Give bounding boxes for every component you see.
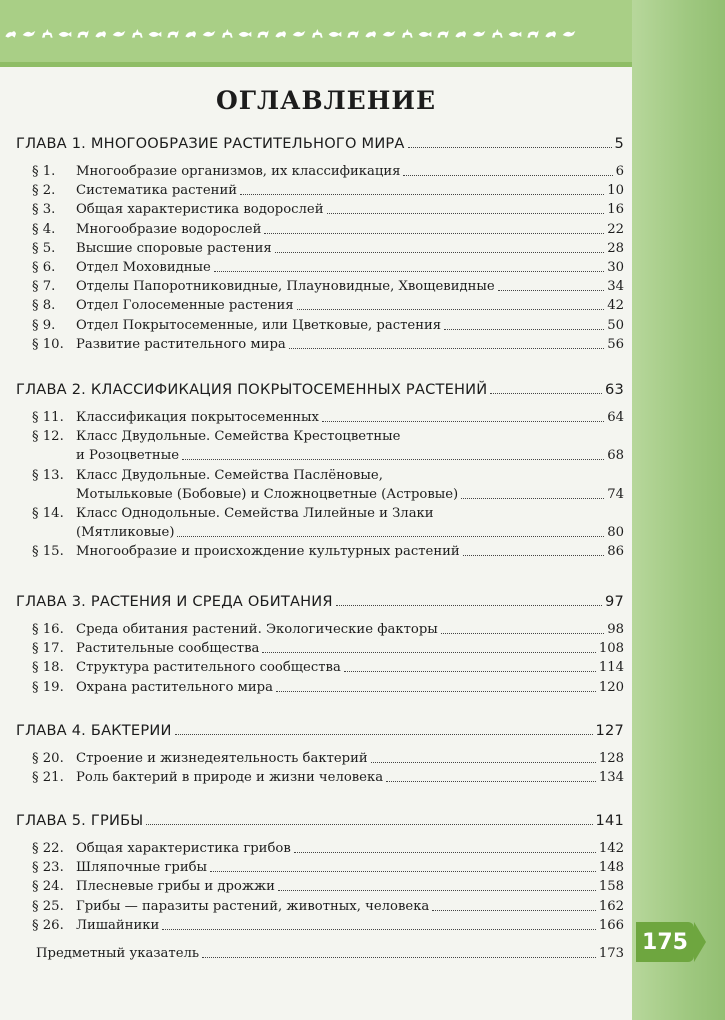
section-entry-continuation[interactable] <box>76 486 624 503</box>
section-title: Высшие споровые растения <box>76 240 272 256</box>
page-number: 120 <box>598 679 624 695</box>
section-entry[interactable] <box>32 317 624 334</box>
frog-icon <box>526 24 540 42</box>
section-number: § 4. <box>32 221 56 237</box>
section-title: Многообразие организмов, их классификация <box>76 164 401 179</box>
section-entry[interactable] <box>32 878 624 895</box>
page-number: 30 <box>607 260 624 275</box>
leader-dots <box>461 497 604 499</box>
page-number: 10 <box>607 183 624 199</box>
section-number: § 14. <box>32 506 64 521</box>
leader-dots <box>182 458 604 460</box>
fish-icon <box>58 24 72 42</box>
section-number: § 10. <box>32 336 64 352</box>
section-title: Плесневые грибы и дрожжи <box>76 879 275 895</box>
page-number: 6 <box>615 164 624 179</box>
chapter-heading[interactable] <box>16 722 624 739</box>
page-number: 127 <box>595 722 624 739</box>
bird-icon <box>382 24 396 42</box>
page-number: 142 <box>598 841 624 856</box>
page-number: 128 <box>598 751 624 766</box>
bird-icon <box>508 24 522 42</box>
section-number: § 17. <box>32 641 64 657</box>
page-number: 173 <box>598 946 624 961</box>
page-number: 162 <box>598 898 624 914</box>
section-entry-continuation[interactable] <box>76 524 624 541</box>
bird-icon <box>94 24 108 42</box>
section-title: (Мятликовые) <box>76 525 175 541</box>
page-number: 97 <box>605 593 624 610</box>
chapter-heading[interactable] <box>16 135 624 152</box>
bird-icon <box>292 24 306 42</box>
section-number: § 6. <box>32 260 56 275</box>
chapter-title: ГЛАВА 3. РАСТЕНИЯ И СРЕДА ОБИТАНИЯ <box>16 593 333 610</box>
leader-dots <box>322 420 604 422</box>
horse-icon <box>76 24 90 42</box>
page-number: 114 <box>598 660 624 676</box>
cat-icon <box>130 24 144 42</box>
page-number: 34 <box>607 279 624 295</box>
section-entry-continuation[interactable] <box>76 447 624 464</box>
section-title: Отдел Покрытосеменные, или Цветковые, растения <box>76 317 442 333</box>
insect-icon <box>418 24 432 42</box>
section-entry[interactable] <box>32 769 624 786</box>
page-number: 108 <box>598 641 624 657</box>
page-number: 141 <box>595 812 624 829</box>
leader-dots <box>498 289 605 291</box>
dog-icon <box>166 24 180 42</box>
section-title: Класс Двудольные. Семейства Крестоцветные <box>76 429 401 445</box>
section-entry[interactable] <box>32 240 624 257</box>
section-title: Роль бактерий в природе и жизни человека <box>76 770 384 786</box>
leader-dots <box>432 909 596 911</box>
section-entry[interactable] <box>32 163 624 180</box>
section-title: Шляпочные грибы <box>76 860 208 876</box>
index-title: Предметный указатель <box>36 946 200 961</box>
section-entry[interactable] <box>32 898 624 915</box>
leader-dots <box>210 870 596 872</box>
leader-dots <box>297 308 605 310</box>
section-entry[interactable] <box>32 679 624 696</box>
section-title: Отдел Моховидные <box>76 260 211 275</box>
leader-dots <box>344 670 596 672</box>
leader-dots <box>162 928 596 930</box>
section-number: § 26. <box>32 917 64 933</box>
leader-dots <box>294 851 596 853</box>
snake-icon <box>274 24 288 42</box>
animal-silhouettes-strip <box>4 24 584 46</box>
section-title: Отделы Папоротниковидные, Плауновидные, Хвощевидные <box>76 279 495 295</box>
leader-dots <box>289 347 604 349</box>
bird-icon <box>472 24 486 42</box>
leader-dots <box>463 554 605 556</box>
page-number: 63 <box>605 381 624 398</box>
section-number: § 9. <box>32 317 56 333</box>
section-entry[interactable] <box>32 428 400 445</box>
page-number: 50 <box>607 317 624 333</box>
section-number: § 15. <box>32 544 64 560</box>
section-number: § 8. <box>32 298 56 314</box>
section-number: § 2. <box>32 183 56 199</box>
leader-dots <box>336 604 602 606</box>
section-entry[interactable] <box>32 859 624 876</box>
fish-icon <box>256 24 270 42</box>
section-title: Мотыльковые (Бобовые) и Сложноцветные (Астровые) <box>76 486 459 502</box>
section-title: Растительные сообщества <box>76 641 260 657</box>
section-title: Классификация покрытосеменных <box>76 410 319 425</box>
section-title: Систематика растений <box>76 183 238 199</box>
section-entry[interactable] <box>32 621 624 638</box>
section-number: § 25. <box>32 898 64 914</box>
page-title: ОГЛАВЛЕНИЕ <box>215 86 437 115</box>
bird-icon <box>22 24 36 42</box>
cow-icon <box>310 24 324 42</box>
section-title: Класс Двудольные. Семейства Паслёновые, <box>76 467 383 483</box>
chapter-title: ГЛАВА 5. ГРИБЫ <box>16 812 144 829</box>
butterfly-icon <box>328 24 342 42</box>
section-number: § 7. <box>32 279 56 295</box>
page-number: 64 <box>607 410 624 425</box>
leader-dots <box>202 956 596 958</box>
page-number: 5 <box>614 135 624 152</box>
section-title: Лишайники <box>76 917 160 933</box>
section-entry[interactable] <box>32 750 624 767</box>
page-number: 22 <box>607 221 624 237</box>
section-title: Структура растительного сообщества <box>76 660 341 676</box>
bird-icon <box>544 24 558 42</box>
deer-icon <box>220 24 234 42</box>
deer-icon <box>40 24 54 42</box>
right-margin-band <box>632 0 725 1020</box>
leader-dots <box>278 889 596 891</box>
frog-icon <box>4 24 18 42</box>
bird-icon <box>346 24 360 42</box>
section-number: § 22. <box>32 841 64 856</box>
leader-dots <box>408 146 612 148</box>
section-number: § 5. <box>32 240 56 256</box>
leader-dots <box>214 270 604 272</box>
page-number: 28 <box>607 240 624 256</box>
section-title: Многообразие водорослей <box>76 221 262 237</box>
section-title: Общая характеристика водорослей <box>76 202 324 218</box>
leader-dots <box>490 392 602 394</box>
page-number: 56 <box>607 336 624 352</box>
section-entry[interactable] <box>32 840 624 857</box>
leader-dots <box>240 193 604 195</box>
bird-icon <box>148 24 162 42</box>
page-number: 80 <box>607 525 624 541</box>
section-title: Отдел Голосеменные растения <box>76 298 294 314</box>
section-title: Среда обитания растений. Экологические факторы <box>76 622 438 637</box>
section-entry[interactable] <box>32 640 624 657</box>
bird-icon <box>238 24 252 42</box>
section-entry[interactable] <box>32 278 624 295</box>
bird-icon <box>202 24 216 42</box>
section-number: § 24. <box>32 879 64 895</box>
page-number-tab: 175 <box>636 922 694 962</box>
lizard-icon <box>112 24 126 42</box>
section-number: § 13. <box>32 467 64 483</box>
section-number: § 12. <box>32 429 64 445</box>
chapter-heading[interactable] <box>16 812 624 829</box>
page-number: 74 <box>607 486 624 502</box>
leader-dots <box>275 251 604 253</box>
section-number: § 20. <box>32 751 64 766</box>
section-entry[interactable] <box>32 467 383 484</box>
page-number: 98 <box>607 622 624 637</box>
page-number: 42 <box>607 298 624 314</box>
section-number: § 3. <box>32 202 56 218</box>
section-number: § 11. <box>32 410 64 425</box>
leader-dots <box>441 632 604 634</box>
page-number: 134 <box>598 770 624 786</box>
section-number: § 16. <box>32 622 64 637</box>
header-stripe <box>0 62 632 67</box>
section-entry[interactable] <box>32 917 624 934</box>
leader-dots <box>444 328 604 330</box>
page-number: 16 <box>607 202 624 218</box>
chapter-title: ГЛАВА 2. КЛАССИФИКАЦИЯ ПОКРЫТОСЕМЕННЫХ РАСТЕНИЙ <box>16 381 488 398</box>
leader-dots <box>175 733 593 735</box>
section-number: § 21. <box>32 770 64 786</box>
section-title: Класс Однодольные. Семейства Лилейные и Злаки <box>76 506 434 521</box>
horse-icon <box>364 24 378 42</box>
section-entry[interactable] <box>32 259 624 276</box>
leader-dots <box>386 780 596 782</box>
section-entry[interactable] <box>32 297 624 314</box>
section-entry[interactable] <box>32 221 624 238</box>
lizard-icon <box>454 24 468 42</box>
section-entry[interactable] <box>32 201 624 218</box>
section-number: § 23. <box>32 860 64 876</box>
section-entry[interactable] <box>32 543 624 560</box>
leader-dots <box>146 823 592 825</box>
chapter-title: ГЛАВА 4. БАКТЕРИИ <box>16 722 172 739</box>
bird-icon <box>436 24 450 42</box>
turtle-icon <box>184 24 198 42</box>
section-entry[interactable] <box>32 409 624 426</box>
index-entry[interactable] <box>36 945 624 962</box>
page-number: 148 <box>598 860 624 876</box>
leader-dots <box>264 232 604 234</box>
section-title: Охрана растительного мира <box>76 679 273 695</box>
section-title: Грибы — паразиты растений, животных, человека <box>76 898 430 914</box>
section-entry[interactable] <box>32 659 624 676</box>
page-number: 158 <box>598 879 624 895</box>
leader-dots <box>262 651 595 653</box>
section-number: § 18. <box>32 660 64 676</box>
leader-dots <box>327 212 605 214</box>
chapter-heading[interactable] <box>16 381 624 398</box>
chapter-heading[interactable] <box>16 593 624 610</box>
deer-icon <box>562 24 576 42</box>
section-title: и Розоцветные <box>76 448 180 464</box>
leader-dots <box>276 690 596 692</box>
section-title: Развитие растительного мира <box>76 336 286 352</box>
leader-dots <box>403 174 612 176</box>
section-title: Строение и жизнедеятельность бактерий <box>76 751 368 766</box>
section-title: Общая характеристика грибов <box>76 841 291 856</box>
chapter-title: ГЛАВА 1. МНОГООБРАЗИЕ РАСТИТЕЛЬНОГО МИРА <box>16 135 405 152</box>
page-number: 166 <box>598 917 624 933</box>
cat-icon <box>490 24 504 42</box>
page-number: 68 <box>607 448 624 464</box>
leader-dots <box>177 535 604 537</box>
section-number: § 1. <box>32 164 56 179</box>
section-entry[interactable] <box>32 182 624 199</box>
section-title: Многообразие и происхождение культурных растений <box>76 544 460 560</box>
section-entry[interactable] <box>32 505 434 522</box>
section-entry[interactable] <box>32 336 624 353</box>
section-number: § 19. <box>32 679 64 695</box>
leader-dots <box>371 761 596 763</box>
dog-icon <box>400 24 414 42</box>
page-number: 86 <box>607 544 624 560</box>
